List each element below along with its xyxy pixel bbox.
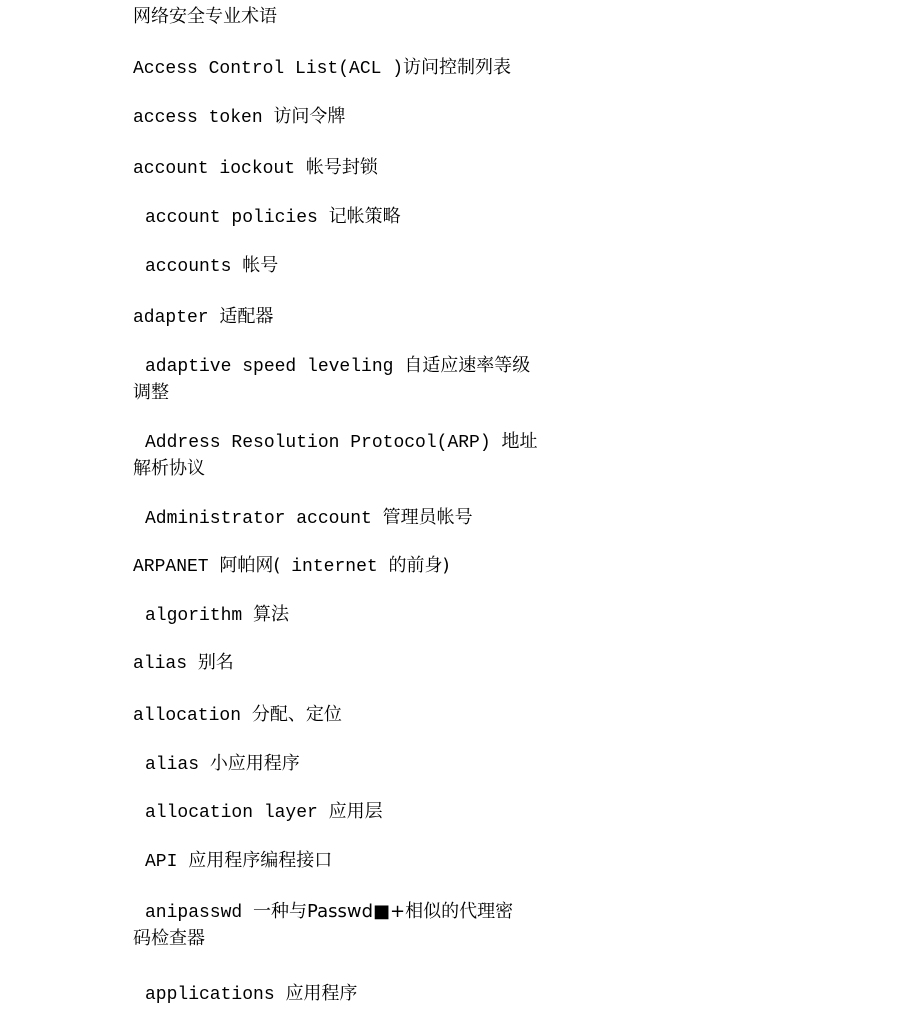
term-chinese: 访问令牌 bbox=[273, 106, 346, 127]
term-chinese: 分配、定位 bbox=[251, 704, 342, 725]
term-entry bbox=[145, 750, 300, 779]
term-english: allocation layer bbox=[145, 803, 329, 823]
term-entry bbox=[145, 352, 530, 381]
term-entry bbox=[133, 154, 378, 183]
term-entry bbox=[133, 701, 342, 730]
term-chinese: 帐号 bbox=[242, 255, 279, 276]
term-entry bbox=[145, 898, 513, 927]
term-entry bbox=[133, 303, 273, 332]
term-chinese: 自适应速率等级 bbox=[404, 355, 531, 376]
term-chinese-continuation: 调整 bbox=[133, 382, 169, 403]
term-entry bbox=[145, 847, 332, 876]
term-entry bbox=[133, 54, 511, 83]
term-entry bbox=[145, 203, 401, 232]
term-entry bbox=[133, 552, 450, 581]
term-entry bbox=[145, 428, 537, 457]
term-chinese: 小应用程序 bbox=[209, 753, 300, 774]
term-chinese: 地址 bbox=[501, 431, 538, 452]
term-english: API bbox=[145, 852, 189, 872]
term-chinese: 帐号封锁 bbox=[305, 157, 378, 178]
term-english: anipasswd bbox=[145, 903, 254, 923]
term-chinese-continuation: 码检查器 bbox=[133, 928, 205, 949]
term-chinese-tail: 的前身) bbox=[388, 555, 450, 576]
term-chinese: 访问控制列表 bbox=[403, 57, 512, 78]
term-entry bbox=[145, 601, 289, 630]
term-english: Administrator account bbox=[145, 509, 383, 529]
term-chinese: 管理员帐号 bbox=[382, 507, 473, 528]
term-english: ARPANET bbox=[133, 557, 220, 577]
term-entry bbox=[133, 649, 234, 678]
term-english: applications bbox=[145, 985, 286, 1005]
term-chinese: 应用程序编程接口 bbox=[188, 850, 333, 871]
term-english: adaptive speed leveling bbox=[145, 357, 405, 377]
term-chinese: 适配器 bbox=[219, 306, 274, 327]
term-english-inline: internet bbox=[280, 557, 389, 577]
term-english: alias bbox=[133, 654, 198, 674]
term-english: Access Control List(ACL ) bbox=[133, 59, 404, 79]
document-title: 网络安全专业术语 bbox=[133, 6, 277, 27]
term-entry bbox=[133, 103, 345, 132]
term-entry bbox=[145, 798, 383, 827]
term-entry bbox=[145, 252, 278, 281]
term-entry bbox=[145, 980, 357, 1009]
term-english: Address Resolution Protocol(ARP) bbox=[145, 433, 502, 453]
term-chinese: 记帐策略 bbox=[328, 206, 401, 227]
term-chinese: 算法 bbox=[253, 604, 290, 625]
term-english: accounts bbox=[145, 257, 243, 277]
term-chinese: 别名 bbox=[197, 652, 234, 673]
term-chinese: 应用层 bbox=[328, 801, 383, 822]
term-english: adapter bbox=[133, 308, 220, 328]
term-chinese: 一种与Passwd■+相似的代理密 bbox=[253, 901, 514, 922]
term-chinese: 阿帕网( bbox=[219, 555, 281, 576]
term-entry bbox=[145, 504, 473, 533]
term-english: allocation bbox=[133, 706, 252, 726]
term-english: access token bbox=[133, 108, 274, 128]
term-english: account iockout bbox=[133, 159, 306, 179]
term-english: algorithm bbox=[145, 606, 254, 626]
term-english: account policies bbox=[145, 208, 329, 228]
term-chinese-continuation: 解析协议 bbox=[133, 458, 205, 479]
term-chinese: 应用程序 bbox=[285, 983, 358, 1004]
term-english: alias bbox=[145, 755, 210, 775]
